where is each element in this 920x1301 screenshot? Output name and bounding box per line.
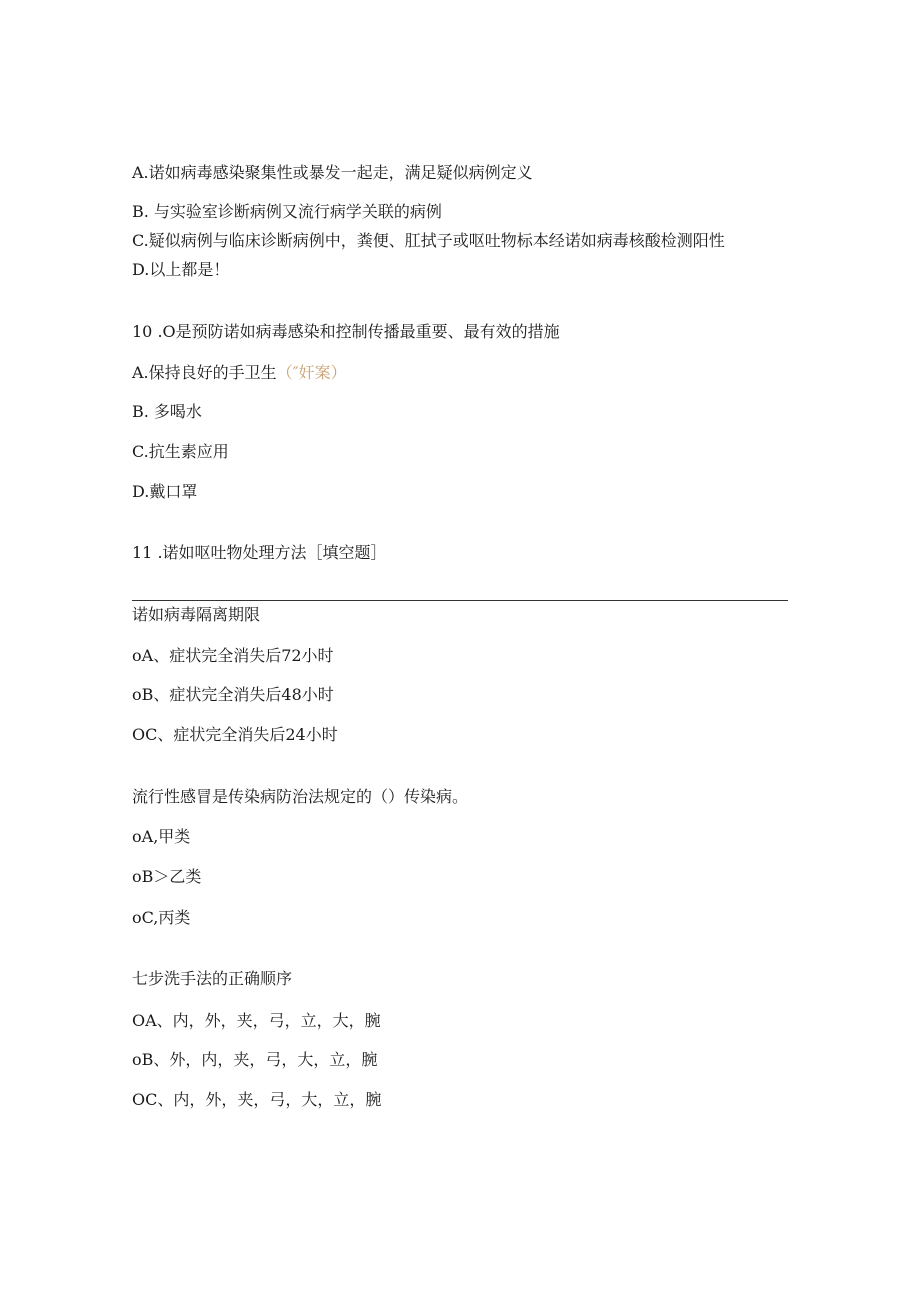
q14-option-b[interactable]: oB、外，内，夹，弓，大，立，腕 (132, 1050, 378, 1069)
q14-option-a[interactable]: OA、内，外，夹，弓，立，大，腕 (132, 1011, 381, 1030)
q11-answer-blank[interactable] (132, 600, 788, 601)
q10-option-a-label: A.保持良好的手卫生 (132, 363, 277, 382)
q9-option-c: C.疑似病例与临床诊断病例中，粪便、肛拭子或呕吐物标本经诺如病毒核酸检测阳性 (132, 231, 725, 250)
q9-option-d: D.以上都是！ (132, 260, 230, 279)
q10-option-d: D.戴口罩 (132, 482, 198, 501)
q12-option-c[interactable]: OC、症状完全消失后24小时 (132, 725, 338, 744)
q10-stem: 10 .O是预防诺如病毒感染和控制传播最重要、最有效的措施 (132, 322, 560, 341)
q9-option-b: B. 与实验室诊断病例又流行病学关联的病例 (132, 202, 442, 221)
q12-option-a[interactable]: oA、症状完全消失后72小时 (132, 646, 334, 665)
q12-option-b[interactable]: oB、症状完全消失后48小时 (132, 685, 334, 704)
q10-option-b: B. 多喝水 (132, 402, 202, 421)
q12-stem: 诺如病毒隔离期限 (132, 605, 261, 624)
q9-option-a: A.诺如病毒感染聚集性或暴发一起走，满足疑似病例定义 (132, 163, 533, 182)
q11-stem: 11 .诺如呕吐物处理方法［填空题］ (132, 543, 387, 562)
q10-option-c: C.抗生素应用 (132, 442, 229, 461)
q14-option-c[interactable]: OC、内，外，夹，弓，大，立，腕 (132, 1090, 382, 1109)
q13-option-b[interactable]: oB＞乙类 (132, 867, 202, 886)
q13-stem: 流行性感冒是传染病防治法规定的（）传染病。 (132, 787, 469, 806)
q14-stem: 七步洗手法的正确顺序 (132, 969, 293, 988)
q13-option-c[interactable]: oC,丙类 (132, 908, 191, 927)
q10-option-a (132, 363, 347, 383)
q13-option-a[interactable]: oA,甲类 (132, 827, 191, 846)
q10-answer-mark: （″奸案） (276, 363, 347, 382)
